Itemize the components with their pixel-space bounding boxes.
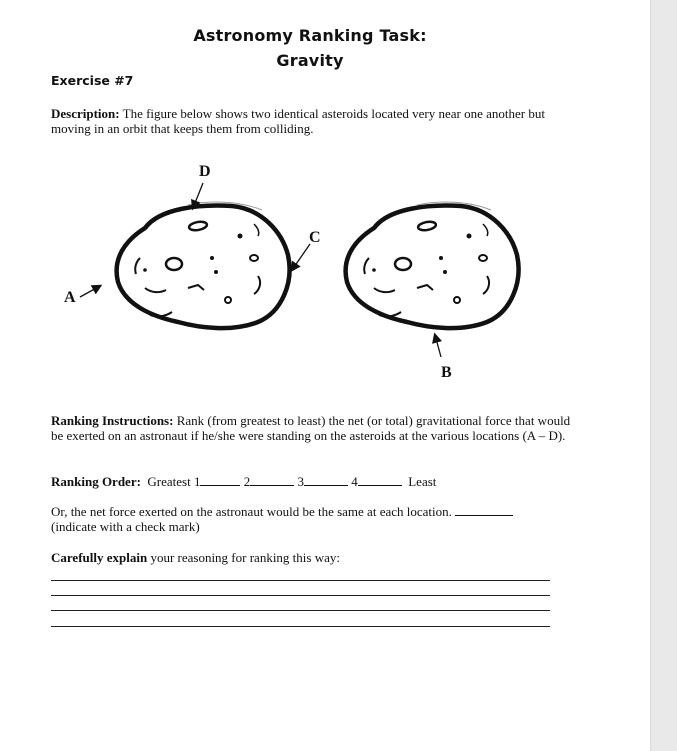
label-d: D [199, 163, 211, 180]
check-mark-note: (indicate with a check mark) [51, 519, 200, 534]
instructions-text: Rank (from greatest to least) the net (or total) gravitational force that would be exerted on an astronaut if he/she were standing on the asteroids at the various locations (A – D). [51, 413, 571, 443]
vertical-scrollbar[interactable] [650, 0, 677, 751]
right-asteroid [346, 202, 519, 328]
answer-line-1[interactable] [51, 580, 550, 581]
rank-number-1: 1 [193, 474, 201, 489]
least-label: Least [408, 474, 437, 489]
rank-blank-3[interactable] [304, 474, 348, 486]
rank-number-3: 3 [297, 474, 304, 489]
title-line-2: Gravity [276, 51, 344, 70]
ranking-order-label: Ranking Order: [51, 474, 141, 489]
answer-line-2[interactable] [51, 595, 550, 596]
description-label: Description: [51, 106, 120, 121]
exercise-number: Exercise #7 [51, 73, 134, 88]
explain-prompt [51, 550, 581, 565]
answer-line-4[interactable] [51, 626, 550, 627]
instructions-label: Ranking Instructions: [51, 413, 174, 428]
label-b: B [441, 364, 452, 381]
arrow-b [435, 335, 441, 357]
ranking-order-row [51, 474, 581, 489]
arrow-c [292, 244, 310, 270]
explain-label: Carefully explain [51, 550, 148, 565]
same-force-option [51, 504, 581, 534]
left-asteroid [117, 202, 290, 328]
description-text: The figure below shows two identical asteroids located very near one another but moving in an orbit that keeps them from colliding. [51, 106, 545, 136]
rank-blank-2[interactable] [250, 474, 294, 486]
label-c: C [309, 229, 321, 246]
check-mark-blank[interactable] [455, 504, 513, 516]
same-force-text: Or, the net force exerted on the astronaut would be the same at each location. [51, 504, 452, 519]
rank-number-2: 2 [243, 474, 251, 489]
ranking-instructions [51, 413, 581, 443]
label-a: A [64, 289, 76, 306]
arrow-a [80, 286, 100, 297]
greatest-label: Greatest [147, 474, 191, 489]
rank-blank-1[interactable] [200, 474, 240, 486]
rank-blank-4[interactable] [358, 474, 402, 486]
rank-number-4: 4 [351, 474, 358, 489]
explain-text: your reasoning for ranking this way: [150, 550, 340, 565]
title-line-1: Astronomy Ranking Task: [193, 26, 427, 45]
answer-line-3[interactable] [51, 610, 550, 611]
